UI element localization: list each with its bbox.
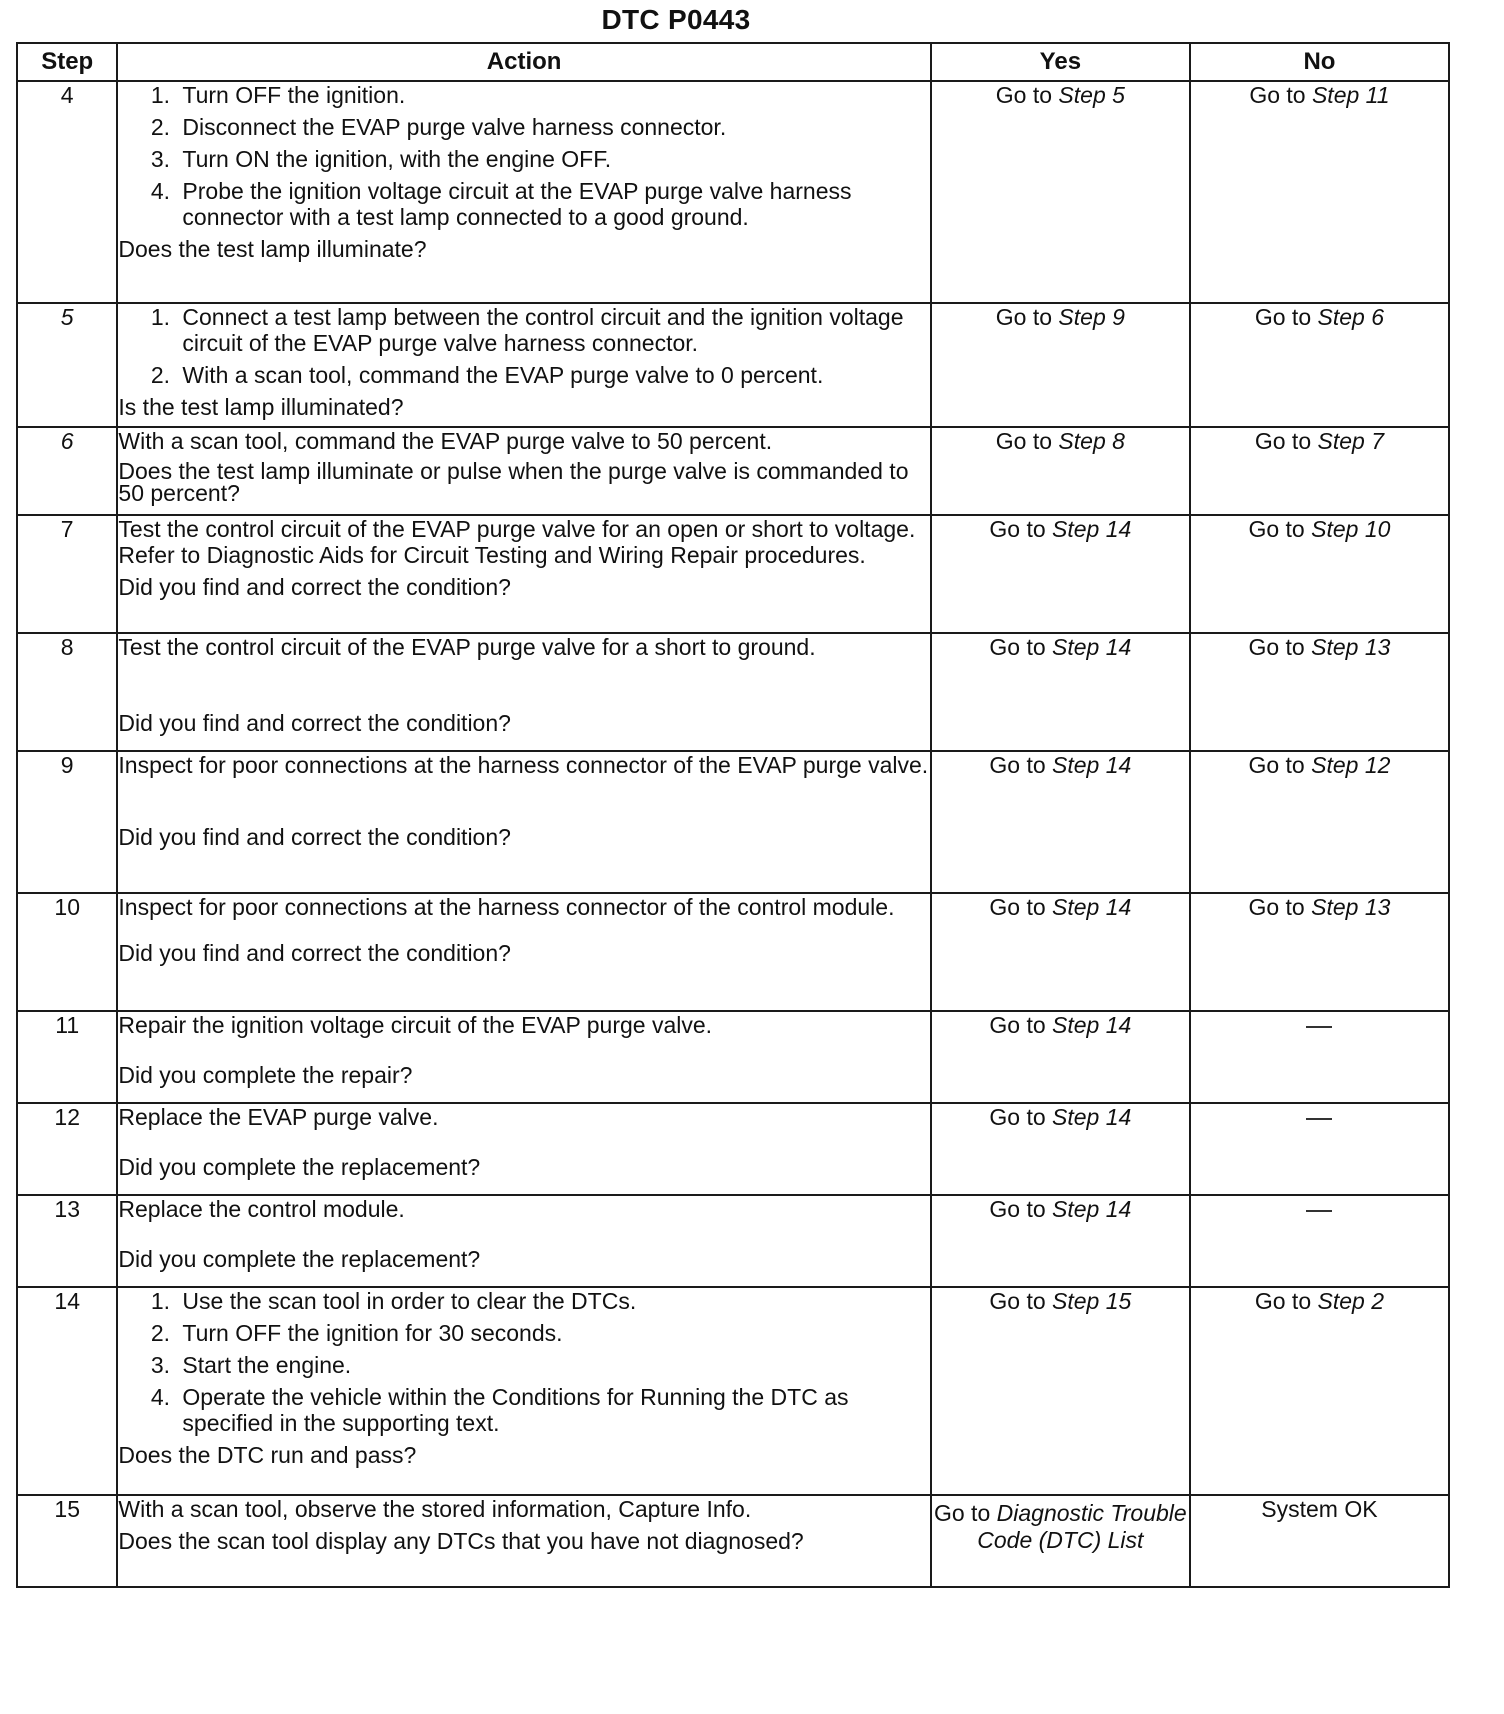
header-no: No [1190,43,1449,81]
action-question: Does the test lamp illuminate or pulse when the purge valve is commanded to 50 percent? [118,458,909,506]
action-cell [117,427,930,515]
step-number: 7 [17,515,117,633]
yes-result [931,515,1190,633]
step-reference: Step 14 [1052,752,1132,778]
list-item: 2. Turn OFF the ignition for 30 seconds. [176,1320,929,1346]
goto-text: Go to [995,82,1053,108]
yes-result [931,751,1190,893]
document-title: DTC P0443 [601,4,751,35]
list-item: 1. Use the scan tool in order to clear the DTCs. [176,1288,929,1314]
goto-text: Go to [989,1288,1046,1314]
goto-text: Go to [1254,428,1312,454]
no-result [1190,751,1449,893]
step-reference: Step 6 [1317,304,1385,330]
action-question: Is the test lamp illuminated? [118,394,404,420]
list-item: 4. Operate the vehicle within the Conditions for Running the DTC as specified in the supporting text. [176,1384,929,1436]
yes-result [931,303,1190,427]
list-item: 4. Probe the ignition voltage circuit at the EVAP purge valve harness connector with a test lamp connected to a good ground. [176,178,929,230]
step-reference: Step 13 [1311,634,1391,660]
no-result [1190,515,1449,633]
goto-text: Go to [933,1500,991,1526]
step-reference: Step 5 [1058,82,1125,108]
step-reference: Step 7 [1317,428,1385,454]
no-result [1190,1103,1449,1195]
yes-result [931,81,1190,303]
goto-text: Go to [995,428,1053,454]
table-header-row [17,43,1449,81]
table-row [17,427,1449,515]
no-result: System OK [1190,1495,1449,1587]
step-number: 11 [17,1011,117,1103]
goto-text: Go to [989,516,1046,542]
step-reference: Step 14 [1052,634,1132,660]
table-row [17,751,1449,893]
goto-text: Go to [1248,752,1305,778]
table-row [17,1011,1449,1103]
action-cell [117,1495,930,1587]
dash-mark [1306,1118,1332,1120]
action-cell [117,303,930,427]
step-number: 15 [17,1495,117,1587]
table-row [17,515,1449,633]
action-text: With a scan tool, command the EVAP purge valve to 50 percent. [118,428,773,454]
goto-text: Go to [989,752,1046,778]
step-number: 8 [17,633,117,751]
yes-result [931,1287,1190,1495]
table-row [17,1495,1449,1587]
step-reference: Step 14 [1052,1104,1132,1130]
action-cell [117,1195,930,1287]
action-cell [117,515,930,633]
yes-result [931,1103,1190,1195]
list-item: 2. Disconnect the EVAP purge valve harness connector. [176,114,929,140]
goto-text: Go to [1249,82,1306,108]
step-number: 5 [17,303,117,427]
action-cell [117,633,930,751]
goto-text: Go to [1254,1288,1312,1314]
step-reference: Step 13 [1311,894,1391,920]
action-text: Test the control circuit of the EVAP purge valve for a short to ground. [118,634,816,660]
step-reference: Step 2 [1317,1288,1385,1314]
action-text: Replace the control module. [118,1196,405,1222]
no-result [1190,893,1449,1011]
step-number: 12 [17,1103,117,1195]
action-question: Did you complete the repair? [118,1062,413,1088]
goto-text: Go to [989,894,1046,920]
yes-result [931,1011,1190,1103]
action-text: Inspect for poor connections at the harness connector of the control module. [118,894,895,920]
action-cell [117,1011,930,1103]
list-item: 3. Turn ON the ignition, with the engine OFF. [176,146,929,172]
table-row [17,1195,1449,1287]
step-number: 9 [17,751,117,893]
action-question: Did you find and correct the condition? [118,824,511,850]
no-result [1190,1287,1449,1495]
no-result [1190,427,1449,515]
action-question: Does the DTC run and pass? [118,1442,417,1468]
list-item: 3. Start the engine. [176,1352,929,1378]
dash-mark [1306,1210,1332,1212]
action-question: Did you complete the replacement? [118,1154,481,1180]
action-steps-list [118,82,929,230]
dash-mark [1306,1026,1332,1028]
goto-text: Go to [989,634,1046,660]
goto-text: Go to [989,1196,1046,1222]
header-yes: Yes [931,43,1190,81]
list-item: 1. Connect a test lamp between the control circuit and the ignition voltage circuit of the EVAP purge valve harness connector. [176,304,929,356]
goto-text: Go to [989,1012,1046,1038]
yes-result [931,1495,1190,1587]
step-reference: Step 14 [1052,1196,1132,1222]
table-row [17,893,1449,1011]
action-steps-list [118,304,929,388]
step-reference: Step 9 [1058,304,1125,330]
step-reference: Diagnostic Trouble Code (DTC) List [977,1500,1187,1553]
yes-result [931,633,1190,751]
action-text: Repair the ignition voltage circuit of the EVAP purge valve. [118,1012,713,1038]
step-reference: Step 14 [1052,516,1132,542]
action-question: Did you find and correct the condition? [118,574,511,600]
step-number: 4 [17,81,117,303]
goto-text: Go to [989,1104,1046,1130]
action-text: With a scan tool, observe the stored information, Capture Info. [118,1496,752,1522]
no-result [1190,303,1449,427]
action-text: Inspect for poor connections at the harness connector of the EVAP purge valve. [118,752,929,778]
action-cell [117,751,930,893]
step-reference: Step 11 [1311,82,1390,108]
table-row [17,633,1449,751]
step-reference: Step 8 [1058,428,1125,454]
action-question: Did you complete the replacement? [118,1246,481,1272]
action-question: Does the test lamp illuminate? [118,236,427,262]
goto-text: Go to [995,304,1053,330]
step-reference: Step 14 [1052,894,1132,920]
header-action: Action [117,43,930,81]
list-item: 1. Turn OFF the ignition. [176,82,929,108]
action-cell [117,1287,930,1495]
action-cell [117,893,930,1011]
action-steps-list [118,1288,929,1436]
action-question: Did you find and correct the condition? [118,710,511,736]
list-item: 2. With a scan tool, command the EVAP purge valve to 0 percent. [176,362,929,388]
action-cell [117,81,930,303]
step-reference: Step 14 [1052,1012,1132,1038]
yes-result [931,1195,1190,1287]
no-result [1190,1195,1449,1287]
step-number: 13 [17,1195,117,1287]
header-step: Step [17,43,117,81]
goto-text: Go to [1248,634,1305,660]
table-row [17,303,1449,427]
action-question: Does the scan tool display any DTCs that you have not diagnosed? [118,1528,804,1554]
action-text: Replace the EVAP purge valve. [118,1104,439,1130]
no-result [1190,1011,1449,1103]
action-text: Test the control circuit of the EVAP purge valve for an open or short to voltage. Refer to Diagnostic Aids for Circuit Testing and Wiring Repair procedures. [118,516,916,568]
yes-result [931,427,1190,515]
step-reference: Step 12 [1311,752,1391,778]
diagnostic-table [16,42,1450,1588]
step-reference: Step 15 [1052,1288,1132,1314]
action-cell [117,1103,930,1195]
table-row [17,1287,1449,1495]
step-number: 6 [17,427,117,515]
action-question: Did you find and correct the condition? [118,940,511,966]
table-row [17,1103,1449,1195]
no-result [1190,633,1449,751]
step-reference: Step 10 [1311,516,1391,542]
yes-result [931,893,1190,1011]
goto-text: Go to [1254,304,1312,330]
table-row [17,81,1449,303]
step-number: 10 [17,893,117,1011]
no-result [1190,81,1449,303]
step-number: 14 [17,1287,117,1495]
goto-text: Go to [1248,516,1305,542]
goto-text: Go to [1248,894,1305,920]
